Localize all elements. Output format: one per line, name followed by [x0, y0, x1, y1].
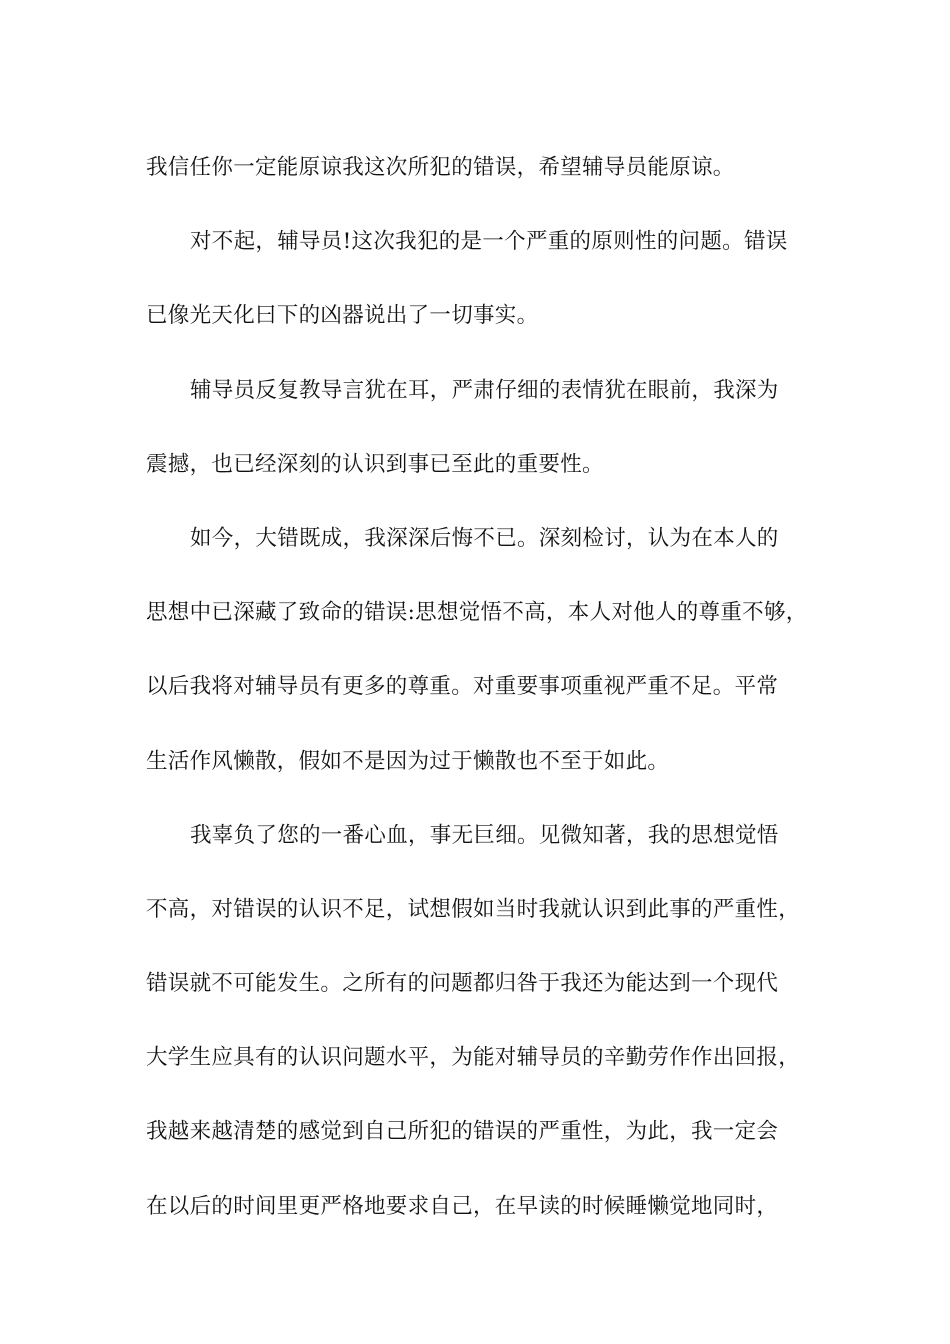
document-body: [146, 131, 816, 1244]
text-line-15: 在以后的时间里更严格地要求自己，在早读的时候睡懒觉地同时，: [146, 1193, 779, 1219]
text-line-13: 大学生应具有的认识问题水平，为能对辅导员的辛勤劳作作出回报，: [146, 1045, 801, 1071]
text-line-8: 以后我将对辅导员有更多的尊重。对重要事项重视严重不足。平常: [146, 674, 779, 700]
text-line-5: 震撼，也已经深刻的认识到事已至此的重要性。: [146, 451, 604, 477]
text-line-2: 对不起，辅导员!这次我犯的是一个严重的原则性的问题。错误: [190, 229, 788, 255]
text-line-6: 如今，大错既成，我深深后悔不已。深刻检讨，认为在本人的: [190, 525, 779, 551]
text-line-11: 不高，对错误的认识不足，试想假如当时我就认识到此事的严重性，: [146, 896, 801, 922]
text-line-4: 辅导员反复教导言犹在耳，严肃仔细的表情犹在眼前，我深为: [190, 377, 779, 403]
text-line-1: 我信任你一定能原谅我这次所犯的错误，希望辅导员能原谅。: [146, 155, 735, 180]
text-line-10: 我辜负了您的一番心血，事无巨细。见微知著，我的思想觉悟: [190, 822, 779, 848]
text-line-3: 已像光天化曰下的凶器说出了一切事实。: [146, 303, 539, 329]
text-line-14: 我越来越清楚的感觉到自己所犯的错误的严重性，为此，我一定会: [146, 1119, 779, 1145]
text-line-12: 错误就不可能发生。之所有的问题都归咎于我还为能达到一个现代: [146, 971, 779, 997]
text-line-9: 生活作风懒散，假如不是因为过于懒散也不至于如此。: [146, 748, 670, 774]
text-line-7: 思想中已深藏了致命的错误:思想觉悟不高，本人对他人的尊重不够，: [146, 600, 808, 626]
